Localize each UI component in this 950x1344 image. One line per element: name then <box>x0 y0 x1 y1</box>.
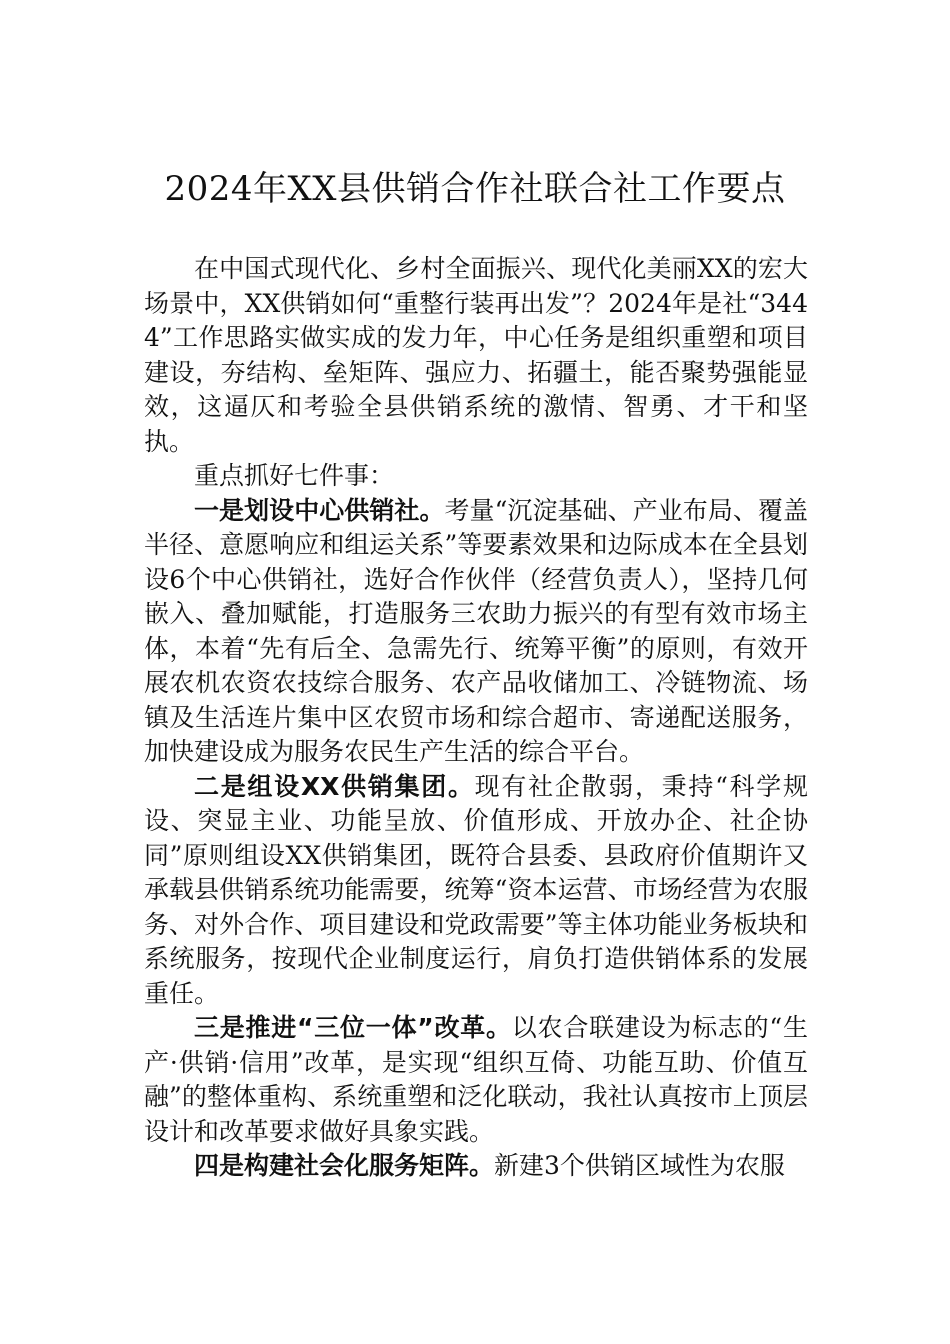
intro-paragraph: 在中国式现代化、乡村全面振兴、现代化美丽XX的宏大场景中，XX供销如何“重整行装再出发”？2024年是社“3444”工作思路实做实成的发力年，中心任务是组织重塑和项目建设，夯结构、垒矩阵、强应力、拓疆土，能否聚势强能显效，这逼仄和考验全县供销系统的激情、智勇、才干和坚执。 <box>144 254 808 456</box>
item-text-3: 以农合联建设为标志的“生产·供销·信用”改革，是实现“组织互倚、功能互助、价值互融”的整体重构、系统重塑和泛化联动，我社认真按市上顶层设计和改革要求做好具象实践。 <box>144 1013 808 1146</box>
item-heading-4: 四是构建社会化服务矩阵。 <box>194 1151 495 1180</box>
item-paragraph-2 <box>144 770 808 1012</box>
item-paragraph-4 <box>144 1149 808 1184</box>
item-heading-2: 二是组设XX供销集团。 <box>194 771 475 801</box>
item-text-4: 新建3个供销区域性为农服 <box>494 1151 785 1180</box>
item-heading-1: 一是划设中心供销社。 <box>194 495 445 525</box>
lead-in-paragraph: 重点抓好七件事： <box>194 461 395 490</box>
document-body <box>144 252 808 1184</box>
document-title: 2024年XX县供销合作社联合社工作要点 <box>164 169 786 209</box>
item-paragraph-3 <box>144 1011 808 1149</box>
item-paragraph-1 <box>144 494 808 770</box>
item-text-1: 考量“沉淀基础、产业布局、覆盖半径、意愿响应和组运关系”等要素效果和边际成本在全县划设6个中心供销社，选好合作伙伴（经营负责人），坚持几何嵌入、叠加赋能，打造服务三农助力振兴的有型有效市场主体，本着“先有后全、急需先行、统筹平衡”的原则，有效开展农机农资农技综合服务、农产品收储加工、冷链物流、场镇及生活连片集中区农贸市场和综合超市、寄递配送服务，加快建设成为服务农民生产生活的综合平台。 <box>144 495 808 766</box>
item-heading-3: 三是推进“三位一体”改革。 <box>194 1013 512 1042</box>
item-text-2: 现有社企散弱，秉持“科学规设、突显主业、功能呈放、价值形成、开放办企、社企协同”原则组设XX供销集团，既符合县委、县政府价值期许又承载县供销系统功能需要，统筹“资本运营、市场经营为农服务、对外合作、项目建设和党政需要”等主体功能业务板块和系统服务，按现代企业制度运行，肩负打造供销体系的发展重任。 <box>144 771 808 1008</box>
